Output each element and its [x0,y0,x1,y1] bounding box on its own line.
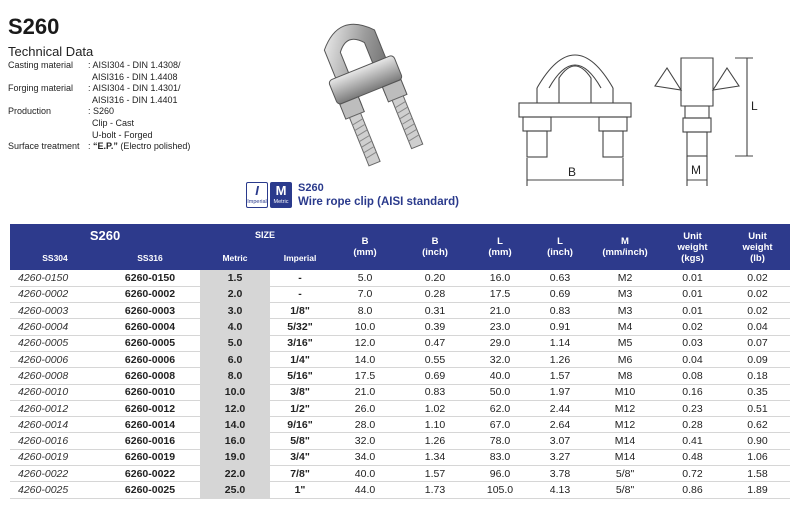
cell-weight-kgs: 0.03 [660,335,725,351]
cell-imperial: 3/16" [270,335,330,351]
cell-m: M2 [590,270,660,286]
cell-l-mm: 16.0 [470,270,530,286]
cell-weight-lb: 0.02 [725,286,790,302]
cell-l-mm: 29.0 [470,335,530,351]
header-line: M [621,236,629,247]
header-line: Unit [683,230,702,242]
header-imperial: Imperial [270,246,330,270]
cell-weight-kgs: 0.41 [660,433,725,449]
product-code: S260 [298,182,324,194]
spec-prefix: : [88,141,94,152]
imperial-glyph: I [255,183,259,198]
cell-ss316: 6260-0002 [100,286,200,302]
cell-l-inch: 2.44 [530,400,590,416]
cell-m: M14 [590,433,660,449]
product-description: Wire rope clip (AISI standard) [298,196,459,208]
cell-b-mm: 12.0 [330,335,400,351]
spec-value [88,141,190,153]
header-line: (inch) [547,247,573,258]
cell-ss304: 4260-0002 [10,286,100,302]
cell-l-inch: 1.26 [530,351,590,367]
cell-ss304: 4260-0014 [10,417,100,433]
cell-weight-kgs: 0.02 [660,319,725,335]
spec-row-production [8,106,190,141]
cell-b-mm: 21.0 [330,384,400,400]
cell-l-inch: 0.63 [530,270,590,286]
cell-weight-lb: 1.58 [725,466,790,482]
header-line: B [361,236,369,247]
spec-value: Clip - Cast [92,117,135,128]
cell-metric: 12.0 [200,400,270,416]
cell-l-inch: 1.97 [530,384,590,400]
spec-row-surface [8,141,190,153]
cell-l-mm: 23.0 [470,319,530,335]
cell-m: M8 [590,368,660,384]
header-b-inch [400,224,470,270]
cell-weight-kgs: 0.23 [660,400,725,416]
cell-ss304: 4260-0016 [10,433,100,449]
cell-weight-kgs: 0.01 [660,303,725,319]
cell-weight-kgs: 0.48 [660,449,725,465]
header-line: (mm) [353,247,377,258]
dim-label-m: M [691,163,701,177]
cell-weight-lb: 0.35 [725,384,790,400]
header-line: (mm) [488,247,512,258]
cell-b-inch: 1.34 [400,449,470,465]
table-row [10,384,790,400]
cell-l-mm: 17.5 [470,286,530,302]
cell-ss316: 6260-0014 [100,417,200,433]
cell-l-inch: 0.83 [530,303,590,319]
cell-l-inch: 3.78 [530,466,590,482]
cell-ss316: 6260-0005 [100,335,200,351]
cell-l-inch: 3.07 [530,433,590,449]
table-body [10,270,790,498]
header-l-mm [470,224,530,270]
product-badge-row [246,182,459,209]
spec-value: : AISI304 - DIN 1.4301/ [88,83,181,94]
cell-weight-lb: 0.90 [725,433,790,449]
cell-b-inch: 0.69 [400,368,470,384]
cell-weight-lb: 0.51 [725,400,790,416]
spec-ep: “E.P.” [93,141,118,152]
spec-value: AISI316 - DIN 1.4408 [92,71,178,82]
table-row [10,466,790,482]
cell-weight-lb: 0.62 [725,417,790,433]
cell-metric: 8.0 [200,368,270,384]
cell-weight-lb: 1.89 [725,482,790,498]
cell-l-mm: 83.0 [470,449,530,465]
spec-row-forging [8,83,190,106]
table-row [10,482,790,498]
cell-imperial: 5/8" [270,433,330,449]
table-row [10,286,790,302]
cell-b-inch: 1.10 [400,417,470,433]
cell-b-inch: 1.73 [400,482,470,498]
cell-ss316: 6260-0025 [100,482,200,498]
cell-imperial: 1/4" [270,351,330,367]
cell-weight-kgs: 0.08 [660,368,725,384]
cell-l-mm: 62.0 [470,400,530,416]
spec-value: : AISI304 - DIN 1.4308/ [88,60,181,70]
page-title: S260 [8,14,60,39]
cell-ss304: 4260-0025 [10,482,100,498]
cell-b-mm: 26.0 [330,400,400,416]
cell-weight-kgs: 0.86 [660,482,725,498]
cell-metric: 10.0 [200,384,270,400]
wire-rope-clip-photo [285,6,455,176]
cell-ss304: 4260-0005 [10,335,100,351]
cell-b-inch: 1.57 [400,466,470,482]
cell-metric: 25.0 [200,482,270,498]
header-line: weight [742,241,773,253]
header-group-title: S260 [10,224,200,246]
table-row [10,368,790,384]
table-row [10,319,790,335]
cell-imperial: 5/16" [270,368,330,384]
cell-m: M12 [590,417,660,433]
table-row [10,433,790,449]
cell-b-mm: 32.0 [330,433,400,449]
table-row [10,303,790,319]
cell-ss304: 4260-0010 [10,384,100,400]
table-row [10,417,790,433]
cell-l-inch: 0.91 [530,319,590,335]
cell-m: M5 [590,335,660,351]
cell-metric: 6.0 [200,351,270,367]
header-line: (mm/inch) [602,247,648,258]
header-line: L [497,236,503,247]
cell-ss316: 6260-0008 [100,368,200,384]
table-row [10,351,790,367]
cell-ss304: 4260-0012 [10,400,100,416]
cell-m: 5/8" [590,466,660,482]
cell-imperial: 1/2" [270,400,330,416]
cell-ss304: 4260-0019 [10,449,100,465]
cell-imperial: - [270,286,330,302]
cell-metric: 4.0 [200,319,270,335]
cell-m: 5/8" [590,482,660,498]
cell-weight-kgs: 0.72 [660,466,725,482]
cell-l-mm: 50.0 [470,384,530,400]
header-ss316: SS316 [100,246,200,270]
cell-imperial: 1/8" [270,303,330,319]
cell-b-mm: 7.0 [330,286,400,302]
cell-weight-lb: 0.02 [725,303,790,319]
dim-label-l: L [751,99,758,113]
cell-ss304: 4260-0150 [10,270,100,286]
cell-m: M14 [590,449,660,465]
spec-label: Surface treatment [8,141,80,152]
table-row [10,335,790,351]
cell-weight-lb: 0.09 [725,351,790,367]
cell-l-inch: 4.13 [530,482,590,498]
cell-l-mm: 105.0 [470,482,530,498]
cell-ss316: 6260-0010 [100,384,200,400]
cell-ss316: 6260-0016 [100,433,200,449]
table-row [10,449,790,465]
cell-m: M3 [590,303,660,319]
cell-b-mm: 5.0 [330,270,400,286]
cell-l-mm: 96.0 [470,466,530,482]
cell-b-inch: 0.28 [400,286,470,302]
table-header-row [10,224,790,246]
cell-m: M3 [590,286,660,302]
technical-data-heading: Technical Data [8,44,94,59]
header-line: (inch) [422,247,448,258]
cell-ss316: 6260-0012 [100,400,200,416]
table-row [10,400,790,416]
cell-b-mm: 14.0 [330,351,400,367]
cell-ss316: 6260-0022 [100,466,200,482]
cell-l-inch: 3.27 [530,449,590,465]
cell-ss304: 4260-0008 [10,368,100,384]
cell-l-inch: 1.57 [530,368,590,384]
cell-m: M4 [590,319,660,335]
imperial-badge [246,182,268,208]
header-line: B [431,236,439,247]
cell-b-mm: 8.0 [330,303,400,319]
cell-l-inch: 2.64 [530,417,590,433]
spec-value: U-bolt - Forged [92,129,153,140]
metric-caption: Metric [273,199,289,205]
cell-b-mm: 34.0 [330,449,400,465]
product-heading [298,182,459,209]
cell-imperial: 1" [270,482,330,498]
cell-weight-kgs: 0.01 [660,270,725,286]
technical-data-list [8,60,190,153]
header-b-mm [330,224,400,270]
imperial-caption: Imperial [247,199,267,205]
header-l-inch [530,224,590,270]
cell-ss304: 4260-0022 [10,466,100,482]
header-line: weight [677,241,708,253]
cell-metric: 5.0 [200,335,270,351]
size-table [10,224,790,499]
cell-ss316: 6260-0004 [100,319,200,335]
spec-label: Forging material [8,83,74,94]
spec-value: AISI316 - DIN 1.4401 [92,94,178,105]
cell-b-inch: 0.20 [400,270,470,286]
header-size: SIZE [200,224,330,246]
cell-weight-kgs: 0.28 [660,417,725,433]
cell-imperial: - [270,270,330,286]
cell-l-mm: 32.0 [470,351,530,367]
cell-metric: 2.0 [200,286,270,302]
cell-ss316: 6260-0150 [100,270,200,286]
cell-b-inch: 0.31 [400,303,470,319]
side-view [655,58,753,186]
cell-m: M6 [590,351,660,367]
cell-l-inch: 0.69 [530,286,590,302]
cell-weight-lb: 1.06 [725,449,790,465]
cell-ss304: 4260-0006 [10,351,100,367]
cell-l-inch: 1.14 [530,335,590,351]
cell-metric: 1.5 [200,270,270,286]
cell-b-inch: 1.26 [400,433,470,449]
cell-m: M12 [590,400,660,416]
cell-weight-lb: 0.04 [725,319,790,335]
cell-l-mm: 21.0 [470,303,530,319]
dimension-drawing [505,28,795,188]
header-metric: Metric [200,246,270,270]
header-weight-lb [725,224,790,270]
cell-b-inch: 0.39 [400,319,470,335]
cell-b-inch: 0.83 [400,384,470,400]
dim-label-b: B [568,165,577,179]
header-line: L [557,236,563,247]
cell-b-inch: 0.47 [400,335,470,351]
header-weight-kgs [660,224,725,270]
cell-ss316: 6260-0003 [100,303,200,319]
cell-l-mm: 40.0 [470,368,530,384]
cell-b-mm: 17.5 [330,368,400,384]
cell-b-mm: 44.0 [330,482,400,498]
cell-weight-lb: 0.02 [725,270,790,286]
cell-ss316: 6260-0006 [100,351,200,367]
metric-glyph: M [275,183,287,198]
cell-imperial: 5/32" [270,319,330,335]
header-line: (kgs) [681,252,704,264]
cell-imperial: 3/8" [270,384,330,400]
cell-metric: 19.0 [200,449,270,465]
cell-b-inch: 1.02 [400,400,470,416]
cell-imperial: 3/4" [270,449,330,465]
cell-b-mm: 10.0 [330,319,400,335]
cell-m: M10 [590,384,660,400]
spec-label: Casting material [8,60,74,70]
spec-suffix: (Electro polished) [117,141,191,152]
cell-weight-lb: 0.18 [725,368,790,384]
cell-metric: 14.0 [200,417,270,433]
metric-badge [270,182,292,208]
cell-weight-kgs: 0.01 [660,286,725,302]
cell-l-mm: 78.0 [470,433,530,449]
cell-ss304: 4260-0003 [10,303,100,319]
spec-row-casting [8,60,190,83]
cell-weight-kgs: 0.16 [660,384,725,400]
cell-b-mm: 28.0 [330,417,400,433]
header-m [590,224,660,270]
spec-value: : S260 [88,106,115,117]
table-row [10,270,790,286]
cell-metric: 22.0 [200,466,270,482]
cell-imperial: 7/8" [270,466,330,482]
cell-ss304: 4260-0004 [10,319,100,335]
cell-weight-lb: 0.07 [725,335,790,351]
cell-l-mm: 67.0 [470,417,530,433]
cell-ss316: 6260-0019 [100,449,200,465]
cell-b-mm: 40.0 [330,466,400,482]
header-line: (lb) [750,252,765,264]
header-ss304: SS304 [10,246,100,270]
spec-label: Production [8,106,52,117]
cell-imperial: 9/16" [270,417,330,433]
cell-metric: 16.0 [200,433,270,449]
cell-metric: 3.0 [200,303,270,319]
header-line: Unit [748,230,767,242]
cell-weight-kgs: 0.04 [660,351,725,367]
cell-b-inch: 0.55 [400,351,470,367]
